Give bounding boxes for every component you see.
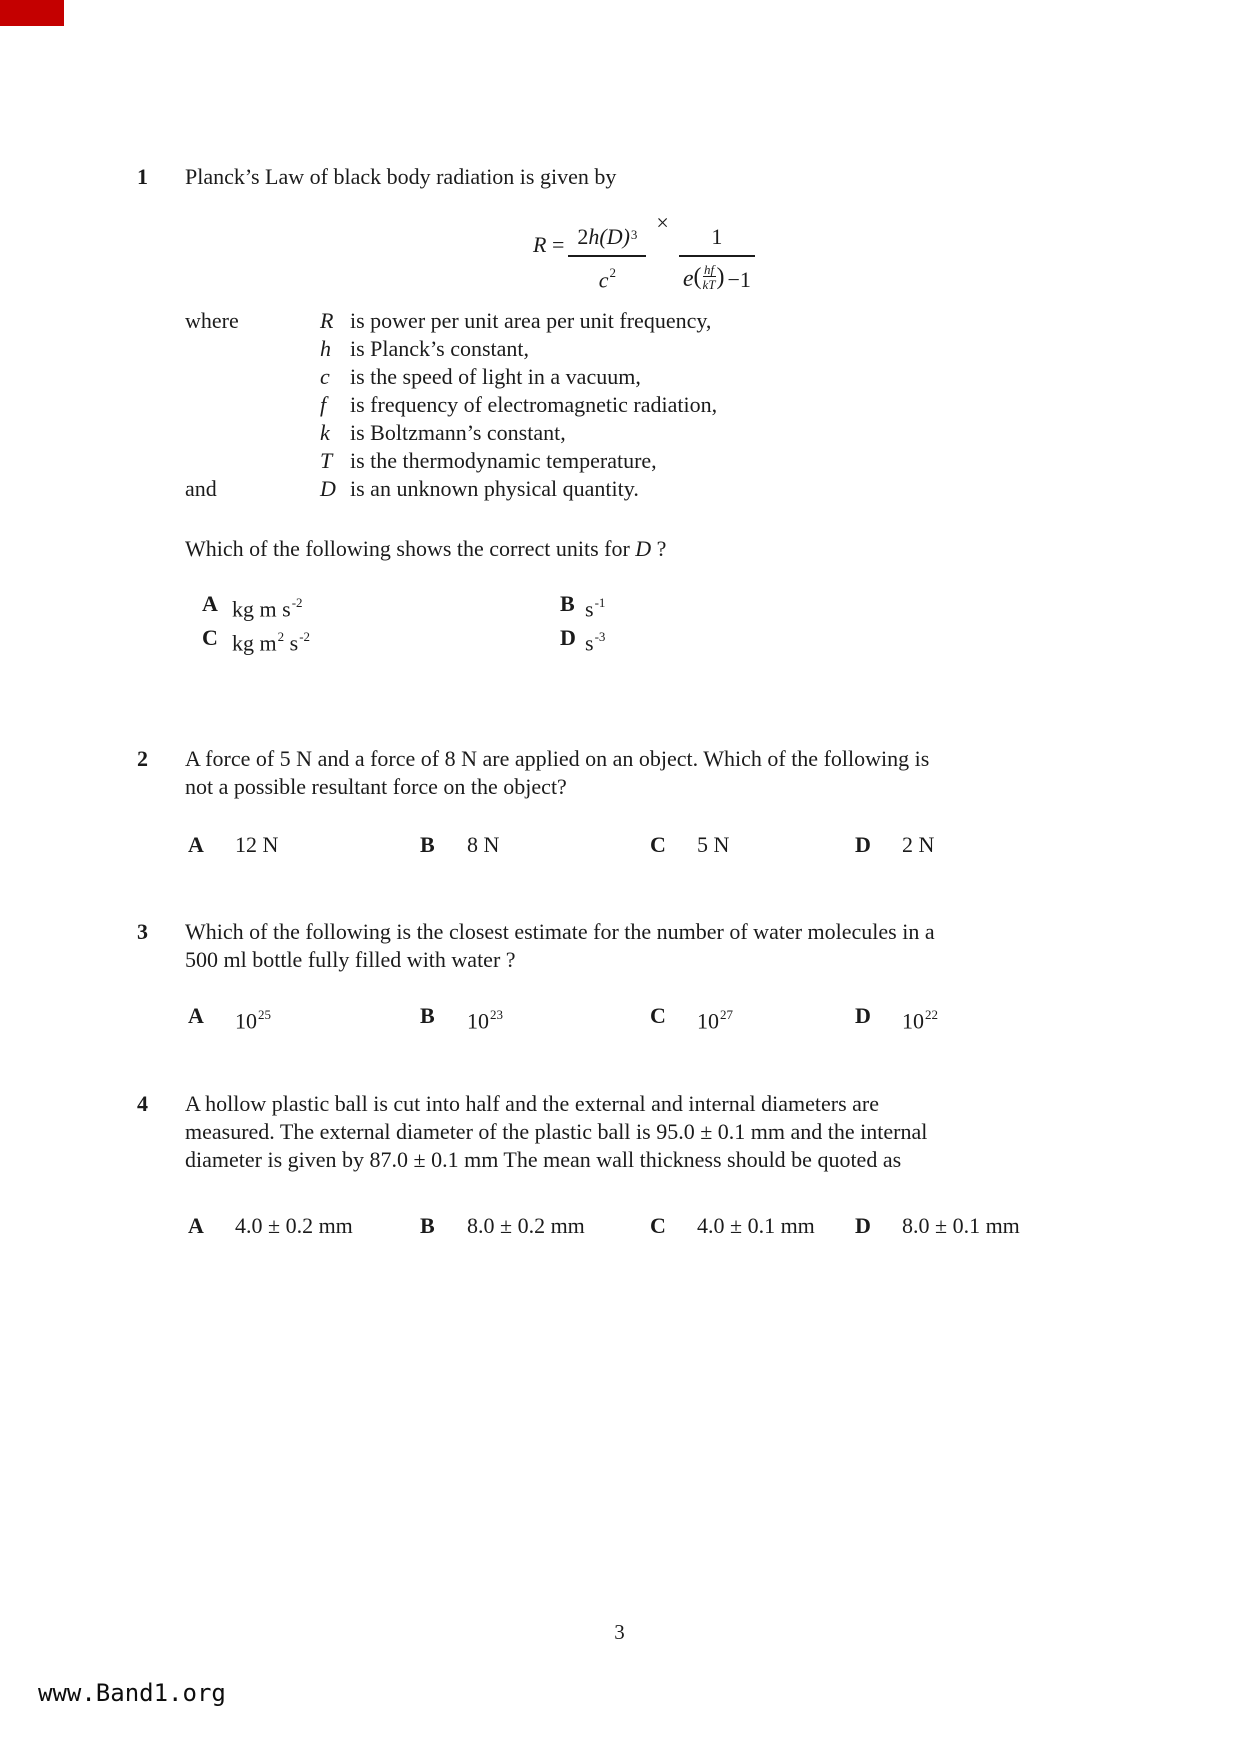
watermark-url: www.Band1.org — [38, 1679, 226, 1707]
question-1-intro: Planck’s Law of black body radiation is given by — [185, 164, 617, 189]
option-value-A: 12 N — [235, 832, 279, 857]
definition-text: is power per unit area per unit frequency, — [350, 308, 712, 333]
option-label-A: A — [188, 832, 204, 857]
definition-row-R — [185, 307, 1135, 335]
definition-symbol: h — [320, 336, 331, 361]
option-label-B: B — [420, 832, 435, 857]
formula-second-numerator: 1 — [711, 224, 723, 249]
q2-text-line: A force of 5 N and a force of 8 N are applied on an object. Which of the following is — [185, 746, 930, 771]
option-label-B: B — [420, 1003, 435, 1028]
option-label-A: A — [188, 1213, 204, 1238]
question-4-number: 4 — [137, 1091, 148, 1116]
option-value-B: 8.0 ± 0.2 mm — [467, 1213, 585, 1238]
option-value-C: 5 N — [697, 832, 730, 857]
question-1-body — [185, 163, 1135, 658]
question-2-body — [185, 745, 1135, 865]
definition-text: is Planck’s constant, — [350, 336, 530, 361]
options-row — [185, 1212, 1135, 1246]
definition-prefix: where — [185, 308, 239, 333]
definition-text: is the speed of light in a vacuum, — [350, 364, 641, 389]
option-label-C: C — [650, 1213, 666, 1238]
question-1-options — [185, 590, 1135, 658]
option-value-B: $10^{23}$ — [467, 1007, 503, 1034]
option-label-D: D — [855, 832, 871, 857]
definition-row-T — [185, 447, 1135, 475]
option-label-C: C — [650, 1003, 666, 1028]
question-4-options — [185, 1212, 1135, 1246]
options-row — [185, 831, 1135, 865]
q2-text-line: not a possible resultant force on the object? — [185, 774, 567, 799]
formula-first-fraction — [568, 209, 646, 294]
option-value-D: $10^{22}$ — [902, 1007, 938, 1034]
scan-artifact-red-mark — [0, 0, 64, 26]
question-3-options — [185, 1002, 1135, 1036]
definition-text: is Boltzmann’s constant, — [350, 420, 566, 445]
question-2-options — [185, 831, 1135, 865]
options-row — [185, 590, 1135, 624]
option-value-D: 8.0 ± 0.1 mm — [902, 1213, 1020, 1238]
formula-second-fraction — [679, 209, 755, 291]
question-2-text — [185, 745, 1135, 801]
page-number: 3 — [614, 1620, 625, 1644]
formula-first-numerator: 2 h(D) $^3$ — [577, 224, 638, 249]
definition-prefix: and — [185, 476, 217, 501]
definition-symbol: R — [320, 308, 334, 333]
definition-text: is the thermodynamic temperature, — [350, 448, 657, 473]
question-1 — [137, 163, 1135, 658]
definition-text: is frequency of electromagnetic radiation, — [350, 392, 718, 417]
options-row — [185, 624, 1135, 658]
option-value-C: $10^{27}$ — [697, 1007, 733, 1034]
option-value-C: kg $m^2$ $s^{-2}$ — [232, 629, 311, 656]
question-1-stem: Which of the following shows the correct units for D ? — [185, 536, 667, 561]
question-1-number: 1 — [137, 164, 148, 189]
option-label-D: D — [855, 1003, 871, 1028]
question-3-number: 3 — [137, 919, 148, 944]
question-4-body — [185, 1090, 1135, 1246]
option-value-B: 8 N — [467, 832, 500, 857]
option-label-B: B — [420, 1213, 435, 1238]
q3-text-line: 500 ml bottle fully filled with water ? — [185, 947, 516, 972]
question-3 — [137, 918, 1135, 1036]
option-label-B: B — [560, 591, 575, 616]
q3-text-line: Which of the following is the closest estimate for the number of water molecules in a — [185, 919, 935, 944]
option-label-D: D — [560, 625, 576, 650]
question-4-text — [185, 1090, 1135, 1174]
option-label-A: A — [202, 591, 218, 616]
question-2-number: 2 — [137, 746, 148, 771]
option-value-D: $s^{-3}$ — [585, 629, 606, 656]
definition-symbol: c — [320, 364, 330, 389]
planck-law-formula — [533, 209, 1135, 305]
definition-row-f — [185, 391, 1135, 419]
option-label-A: A — [188, 1003, 204, 1028]
question-4 — [137, 1090, 1135, 1246]
multiply-sign: × — [656, 210, 669, 235]
formula-second-denominator — [679, 255, 755, 291]
question-3-text — [185, 918, 1135, 974]
definition-symbol: D — [320, 476, 336, 501]
option-value-C: 4.0 ± 0.1 mm — [697, 1213, 815, 1238]
q4-text-line: diameter is given by 87.0 ± 0.1 mm The mean wall thickness should be quoted as — [185, 1147, 902, 1172]
option-label-C: C — [650, 832, 666, 857]
definition-symbol: T — [320, 448, 333, 473]
q4-text-line: measured. The external diameter of the plastic ball is 95.0 ± 0.1 mm and the internal — [185, 1119, 928, 1144]
definition-symbol: f — [320, 392, 327, 417]
option-label-C: C — [202, 625, 218, 650]
definition-row-c — [185, 363, 1135, 391]
formula-lhs: R = — [533, 232, 565, 257]
option-value-A: kg m $s^{-2}$ — [232, 595, 303, 622]
exponent-tail: −1 — [727, 267, 751, 292]
option-value-B: $s^{-1}$ — [585, 595, 606, 622]
option-value-A: $10^{25}$ — [235, 1007, 271, 1034]
option-label-D: D — [855, 1213, 871, 1238]
definition-row-k — [185, 419, 1135, 447]
definition-symbol: k — [320, 420, 330, 445]
symbol-definitions — [185, 307, 1135, 503]
definition-row-D — [185, 475, 1135, 503]
exponent-fraction: ( hf kT ) — [693, 262, 725, 292]
formula-first-denominator: $c^2$ — [568, 255, 646, 294]
definition-row-h — [185, 335, 1135, 363]
question-2 — [137, 745, 1135, 865]
option-value-A: 4.0 ± 0.2 mm — [235, 1213, 353, 1238]
definition-text: is an unknown physical quantity. — [350, 476, 639, 501]
options-row — [185, 1002, 1135, 1036]
question-3-body — [185, 918, 1135, 1036]
option-value-D: 2 N — [902, 832, 935, 857]
q4-text-line: A hollow plastic ball is cut into half and the external and internal diameters are — [185, 1091, 879, 1116]
exp-base-e: e — [682, 266, 694, 292]
